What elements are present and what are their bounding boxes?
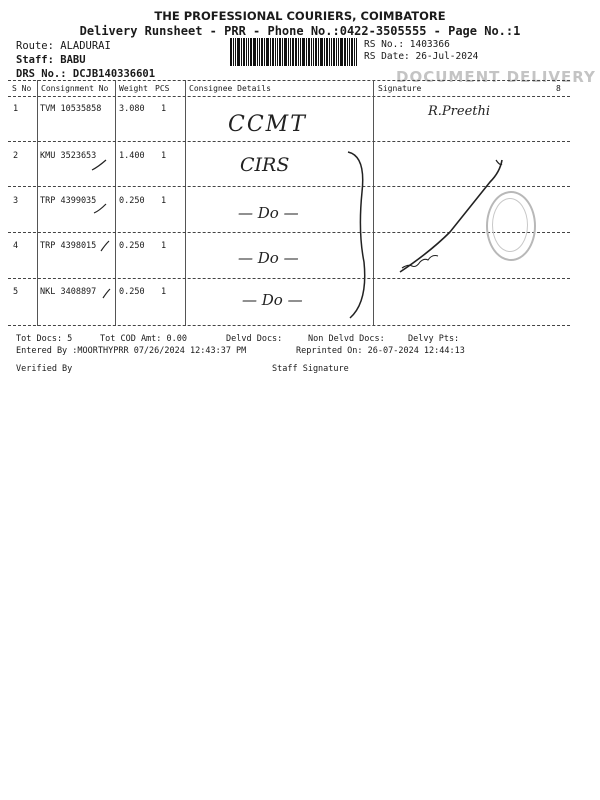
reprinted-on: Reprinted On: 26-07-2024 12:44:13 [296,346,465,356]
cell-consignment: KMU 3523653 [40,151,97,161]
cell-weight: 0.250 [119,196,145,206]
cell-consignment: NKL 3408897 [40,287,97,297]
cell-consignee-handwritten: — Do — [242,291,303,309]
staff-signature-label: Staff Signature [272,364,349,374]
total-cod-amount: Tot COD Amt: 0.00 [100,334,187,344]
col-header-pcs: PCS [155,84,170,93]
cell-consignee-handwritten: CCMT [228,112,307,137]
non-delivered-docs: Non Delvd Docs: [308,334,385,344]
cell-pcs: 1 [161,151,167,161]
cell-weight: 0.250 [119,287,145,297]
cell-weight: 3.080 [119,104,145,114]
cell-sno: 4 [13,241,19,251]
cell-pcs: 1 [161,287,167,297]
rs-date: RS Date: 26-Jul-2024 [364,51,479,62]
company-title: THE PROFESSIONAL COURIERS, COIMBATORE [154,9,446,23]
cell-sno: 3 [13,196,19,206]
cell-weight: 1.400 [119,151,145,161]
verified-by-label: Verified By [16,364,73,374]
cell-sno: 1 [13,104,19,114]
col-header-signature: Signature [378,84,422,93]
total-docs: Tot Docs: 5 [16,334,73,344]
tick-mark [103,289,110,298]
brace-mark [348,152,365,318]
delivered-docs: Delvd Docs: [226,334,283,344]
cell-pcs: 1 [161,241,167,251]
cell-consignment: TRP 4398015 [40,241,97,251]
drs-number: DRS No.: DCJB140336601 [16,68,156,80]
col-header-mark: 8 [556,84,561,93]
cell-consignee-handwritten: — Do — [238,204,299,222]
col-header-consignment: Consignment No [41,84,109,93]
runsheet-subtitle: Delivery Runsheet - PRR - Phone No.:0422-3505555 - Page No.:1 [79,24,521,38]
cell-pcs: 1 [161,104,167,114]
cell-weight: 0.250 [119,241,145,251]
cell-consignment: TRP 4399035 [40,196,97,206]
staff-label: Staff: BABU [16,54,86,66]
office-stamp-inner [492,198,528,252]
cell-sno: 2 [13,151,19,161]
entered-by: Entered By :MOORTHYPRR 07/26/2024 12:43:37 PM [16,346,247,356]
cell-pcs: 1 [161,196,167,206]
col-header-sno: S No [12,84,32,93]
col-header-weight: Weight [119,84,148,93]
cell-sno: 5 [13,287,19,297]
cell-signature-handwritten: R.Preethi [428,104,491,119]
tick-mark [92,160,106,170]
delivery-points: Delvy Pts: [408,334,460,344]
col-header-consignee: Consignee Details [189,84,271,93]
tick-mark [101,241,109,251]
cell-consignee-handwritten: CIRS [240,154,290,176]
tick-mark [94,204,106,213]
route-label: Route: ALADURAI [16,40,111,52]
rs-number: RS No.: 1403366 [364,39,450,50]
cell-consignee-handwritten: — Do — [238,249,299,267]
document-delivery-watermark: DOCUMENT DELIVERY [396,68,596,86]
cell-consignment: TVM 10535858 [40,104,102,114]
